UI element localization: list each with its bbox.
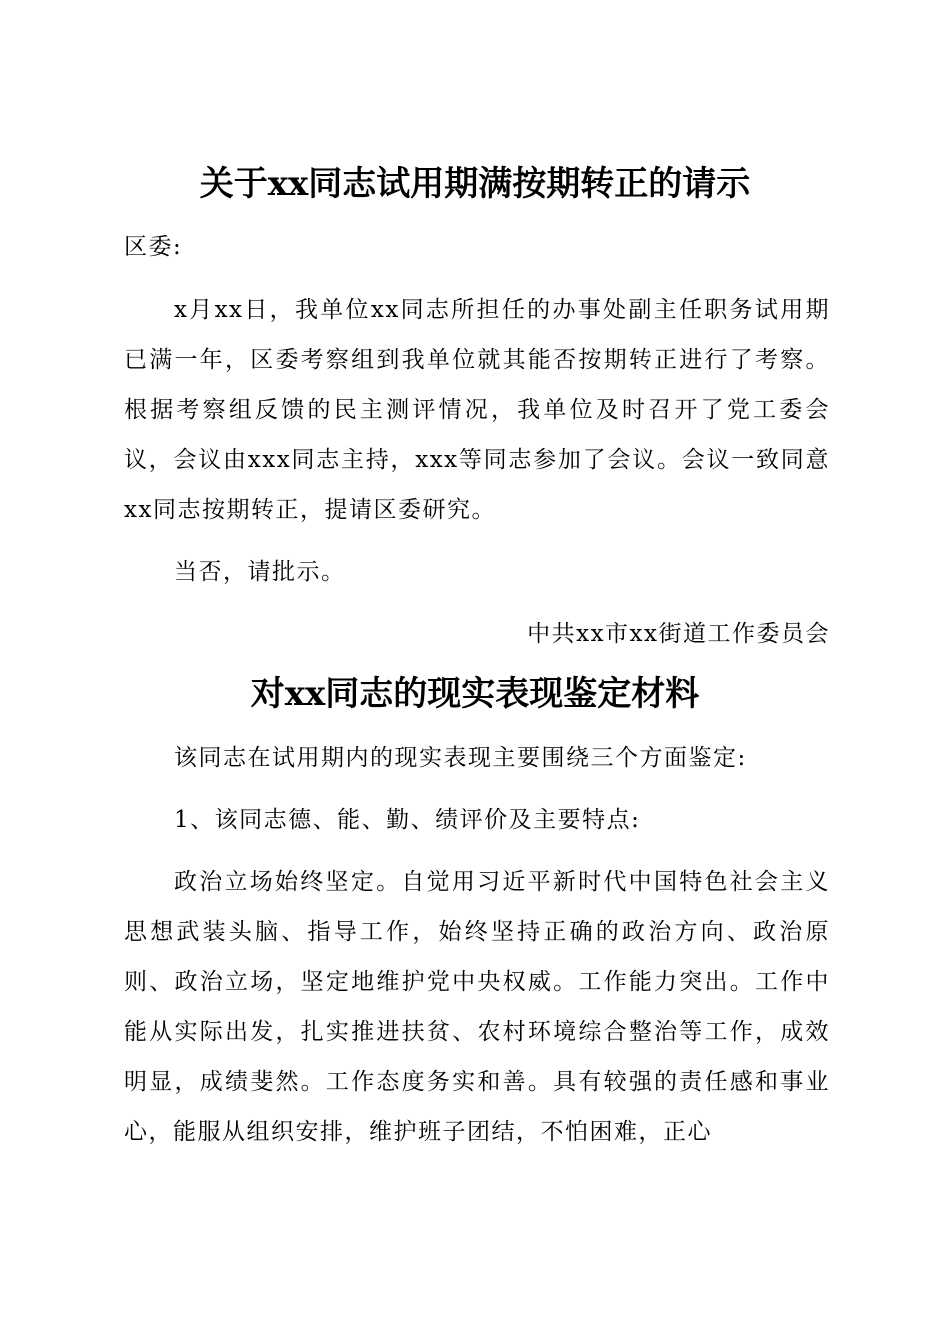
evaluation-item-1: 1、该同志德、能、勤、绩评价及主要特点: xyxy=(174,807,641,833)
evaluation-intro: 该同志在试用期内的现实表现主要围绕三个方面鉴定: xyxy=(174,745,747,771)
closing-line: 当否，请批示。 xyxy=(174,559,346,585)
request-body: x月xx日，我单位xx同志所担任的办事处副主任职务试用期已满一年，区委考察组到我单位就其能否按期转正进行了考察。根据考察组反馈的民主测评情况，我单位及时召开了党工委会议，会议由xxx同志主持，xxx等同志参加了会议。会议一致同意xx同志按期转正，提请区委研究。 xyxy=(124,297,830,523)
evaluation-body: 政治立场始终坚定。自觉用习近平新时代中国特色社会主义思想武装头脑、指导工作，始终坚持正确的政治方向、政治原则、政治立场，坚定地维护党中央权威。工作能力突出。工作中能从实际出发，扎实推进扶贫、农村环境综合整治等工作，成效明显，成绩斐然。工作态度务实和善。具有较强的责任感和事业心，能服从组织安排，维护班子团结，不怕困难，正心 xyxy=(124,869,830,1145)
signature: 中共xx市xx街道工作委员会 xyxy=(527,621,830,647)
salutation: 区委: xyxy=(124,234,183,260)
request-title: 关于xx同志试用期满按期转正的请示 xyxy=(199,164,751,204)
evaluation-title: 对xx同志的现实表现鉴定材料 xyxy=(250,674,700,714)
